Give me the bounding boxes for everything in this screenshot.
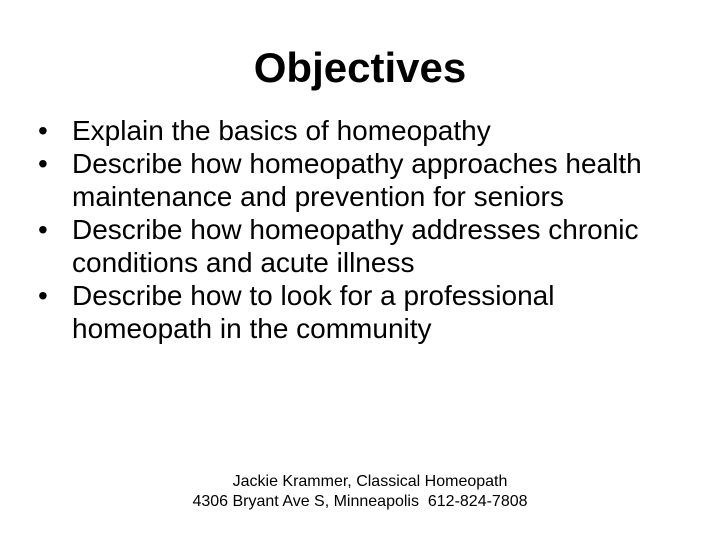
presenter-contact: 4306 Bryant Ave S, Minneapolis 612-824-7808 bbox=[192, 493, 528, 510]
bullet-item bbox=[38, 213, 678, 279]
presenter-name: Jackie Krammer, Classical Homeopath bbox=[232, 473, 508, 490]
bullet-text: Describe how to look for a professional homeopath in the community bbox=[72, 280, 555, 344]
bullet-icon: • bbox=[38, 115, 48, 146]
bullet-icon: • bbox=[38, 148, 48, 179]
bullet-icon: • bbox=[38, 214, 48, 245]
objectives-list bbox=[38, 114, 678, 345]
slide-title: Objectives bbox=[253, 44, 467, 91]
bullet-text: Describe how homeopathy addresses chronic conditions and acute illness bbox=[72, 214, 639, 278]
bullet-icon: • bbox=[38, 280, 48, 311]
bullet-item bbox=[38, 279, 678, 345]
bullet-item bbox=[38, 114, 678, 147]
bullet-text: Describe how homeopathy approaches health maintenance and prevention for seniors bbox=[72, 148, 642, 212]
presenter-footer bbox=[0, 472, 720, 512]
bullet-text: Explain the basics of homeopathy bbox=[72, 115, 491, 146]
bullet-item bbox=[38, 147, 678, 213]
